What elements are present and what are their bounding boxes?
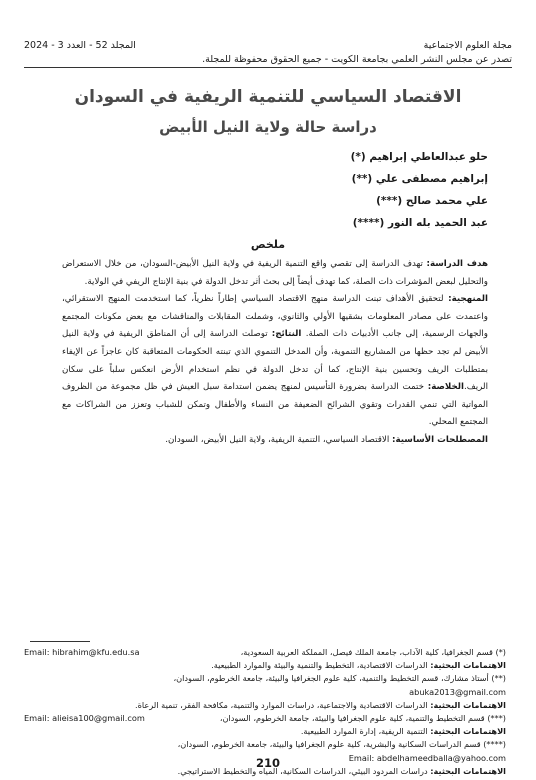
header-rule [24, 67, 512, 68]
footnote-1-interests: الاهتمامات البحثية: الدراسات الاقتصادية، التخطيط والتنمية والبيئة والموارد الطبيعية. [211, 660, 506, 671]
footnote-1 [24, 646, 506, 659]
running-header [24, 40, 512, 51]
footnote-4-interests: الاهتمامات البحثية: دراسات المردود البيئي، الدراسات السكانية، المياه والتخطيط الاستراتيجي. [177, 765, 506, 776]
footnote-1-text: (*) قسم الجغرافيا، كلية الآداب، جامعة الملك فيصل، المملكة العربية السعودية، [240, 647, 506, 657]
footnote-3-text: (***) قسم التخطيط والتنمية، كلية علوم الجغرافيا والبيئة، جامعة الخرطوم، السودان، [219, 713, 506, 724]
keywords-label: المصطلحات الأساسية: [392, 434, 488, 445]
paper-subtitle: دراسة حالة ولاية النيل الأبيض [159, 118, 377, 136]
footnote-rule [30, 641, 90, 642]
conclusion-text: ختمت الدراسة بضرورة التأسيس لمنهج يضمن استدامة سبل العيش في ظل مجموعة من الظروف المواتية التي تنمي القدرات وتقوي الشرائح الضعيفة من النساء والأطفال وتمكن للشباب وتعزز من الشراكات مع المجتمع المحلي. [62, 382, 488, 428]
goal-text: تهدف الدراسة إلى تقصي واقع التنمية الريفية في ولاية النيل الأبيض-السودان، من خلال الاستعراض والتحليل لبعض المؤشرات ذات الصلة، كما تهدف أيضاً إلى بحث أثر تدخل الدولة في بنية الإنتاج الريفي في الولاية. [62, 259, 488, 287]
footnote-2-interests: الاهتمامات البحثية: الدراسات الاقتصادية والاجتماعية، دراسات الموارد والتنمية، مكافحة الفقر، تنمية الرعاة. [135, 699, 506, 710]
footnote-3-email[interactable]: Email: alieisa100@gmail.com [24, 713, 145, 724]
abstract-heading: ملخص [250, 238, 286, 251]
footnote-2-text: (**) أستاذ مشارك، قسم التخطيط والتنمية، كلية علوم الجغرافيا والبيئة، جامعة الخرطوم، السودان، [173, 673, 506, 684]
journal-name: مجلة العلوم الاجتماعية [423, 40, 512, 51]
footnote-4-text: (****) قسم الدراسات السكانية والبشرية، كلية علوم الجغرافيا والبيئة، جامعة الخرطوم، السودان، [177, 739, 506, 750]
author-list [351, 146, 488, 234]
author-2: إبراهيم مصطفى علي (**) [351, 173, 488, 185]
page-number: 210 [255, 756, 280, 770]
results-label: النتائج: [271, 329, 306, 340]
issue-info: المجلد 52 - العدد 3 - 2024 [24, 40, 136, 51]
footnote-3 [24, 712, 506, 725]
abstract-body [62, 256, 488, 450]
footnote-4-email[interactable]: Email: abdelhameedballa@yahoo.com [348, 752, 506, 763]
paper-title: الاقتصاد السياسي للتنمية الريفية في السودان [74, 87, 462, 107]
footnote-3-interests: الاهتمامات البحثية: التنمية الريفية، إدارة الموارد الطبيعية. [300, 726, 506, 737]
conclusion-label: الخلاصة: [427, 382, 464, 393]
footnote-2-email[interactable]: abuka2013@gmail.com [409, 686, 506, 697]
method-text: لتحقيق الأهداف تبنت الدراسة منهج الاقتصاد السياسي إطاراً نظرياً، كما استخدمت المنهج الاستقرائي، واعتمدت على مصادر المعلومات بشقيها الأولي والثانوي، وشملت المقابلات والمناقشات مع بعض مكونات المجتمع والجهات الرسمية، إلى جانب الأدبيات ذات الصلة. [62, 294, 488, 340]
author-1: حلو عبدالعاطي إبراهيم (*) [350, 151, 488, 163]
method-label: المنهجية: [448, 294, 488, 305]
keywords-text: الاقتصاد السياسي، التنمية الريفية، ولاية النيل الأبيض، السودان. [165, 434, 392, 445]
author-4: عبد الحميد بله النور (****) [352, 217, 488, 229]
footnote-1-email[interactable]: Email: hibrahim@kfu.edu.sa [24, 647, 140, 657]
results-text: توصلت الدراسة إلى أن المناطق الريفية في ولاية النيل الأبيض لم تجد حظها من المشاريع التنموية، وأن المدخل التنموي الذي تبنته الحكومات المتعاقبة كان عاجزاً عن الإيفاء بمتطلبات الريف وتحسين بنية الإنتاج، كما أن تدخل الدولة في نظم استخدام الأرض انعكس سلباً على سكان الريف. [62, 329, 488, 393]
author-3: علي محمد صالح (***) [376, 195, 488, 207]
publisher-line: تصدر عن مجلس النشر العلمي بجامعة الكويت - جميع الحقوق محفوظة للمجلة. [202, 54, 512, 65]
goal-label: هدف الدراسة: [426, 259, 488, 269]
